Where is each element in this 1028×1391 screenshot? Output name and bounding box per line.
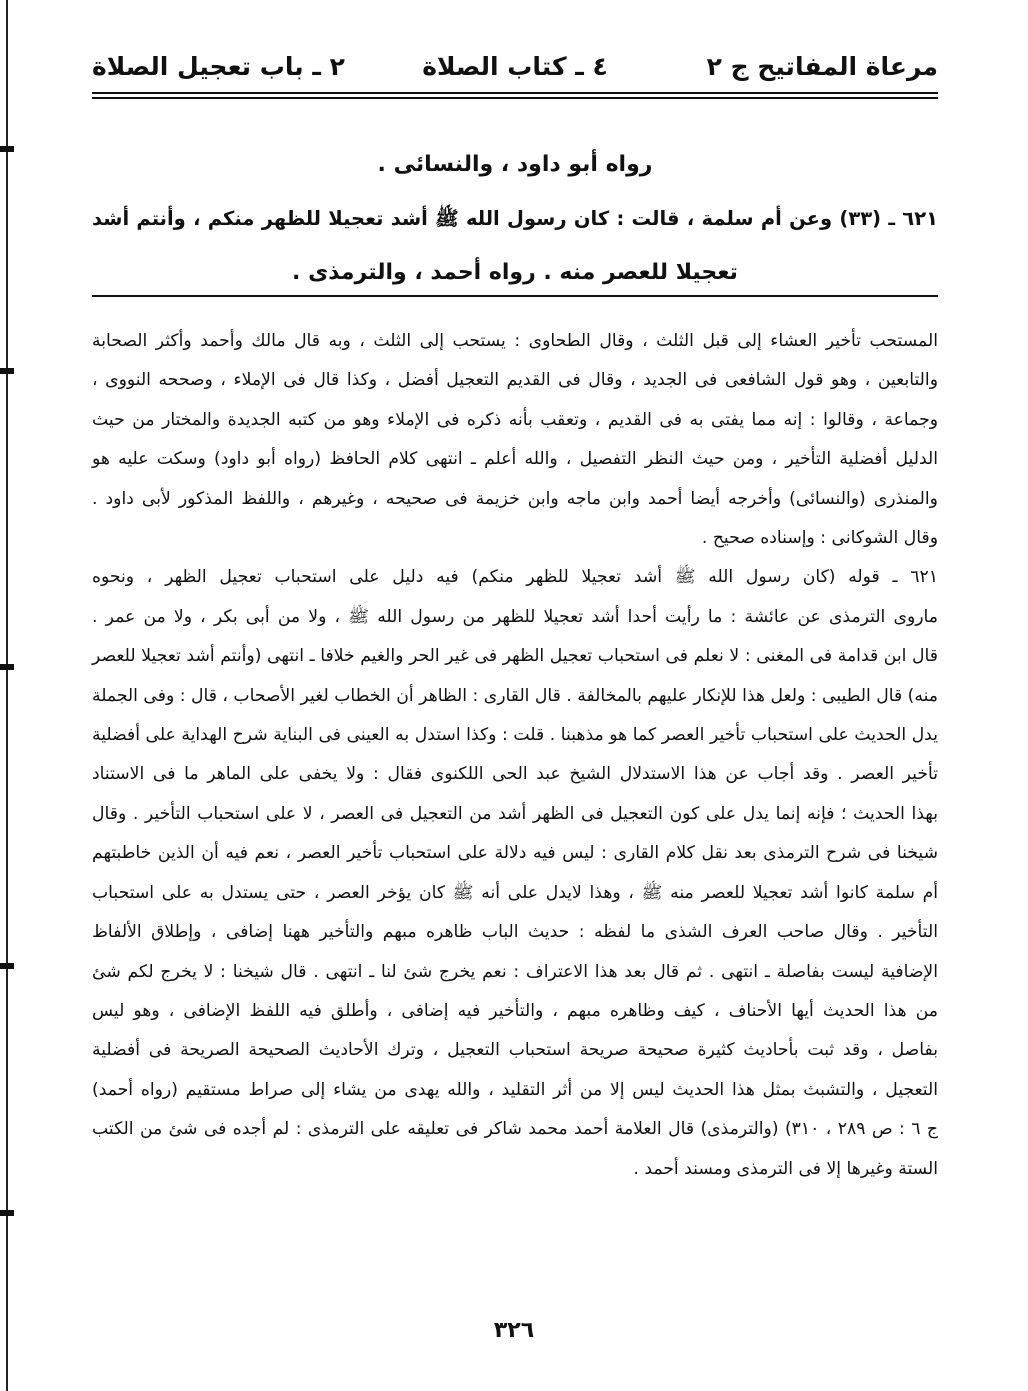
commentary-line: وجماعة ، وقالوا : إنه مما يفتى به فى القديم ، وتعقب بأنه ذكره فى الإملاء وهو من كتبه الجديدة والمختار من حيث [92, 409, 938, 430]
commentary-line: أم سلمة كانوا أشد تعجيلا للعصر منه ﷺ ، وهذا لايدل على أنه ﷺ كان يؤخر العصر ، حتى يستدل به على استحباب [92, 882, 938, 903]
commentary-line: منه) قال الطيبى : ولعل هذا للإنكار عليهم بالمخالفة . قال القارى : الظاهر أن الخطاب لغير الأصحاب ، قال : وفى الجملة [92, 685, 938, 706]
commentary [92, 322, 938, 1189]
commentary-line: الدليل أفضلية التأخير ، ومن حيث النظر التفصيل ، والله أعلم ـ انتهى كلام الحافظ (رواه أبو داود) وسكت عليه هو [92, 449, 938, 470]
commentary-line: من هذا الحديث أيها الأحناف ، كيف وظاهره مبهم ، والتأخير فيه إضافى ، وأطلق فيه اللفظ الإضافى ، وهو ليس [92, 1000, 938, 1021]
commentary-line: الإضافية ليست بفاصلة ـ انتهى . ثم قال بعد هذا الاعتراف : نعم يخرج شئ لنا ـ انتهى . قال شيخنا : لا يخرج لكم شئ [92, 961, 938, 982]
commentary-line: بفاصل ، وقد ثبت بأحاديث كثيرة صحيحة صريحة استحباب التعجيل ، وترك الأحاديث الصحيحة الصريحة فى أفضلية [92, 1040, 938, 1061]
binding-edge-line [6, 0, 8, 1391]
header-rule [92, 92, 938, 94]
commentary-line: تأخير العصر . وقد أجاب عن هذا الاستدلال الشيخ عبد الحى اللكنوى فقال : ولا يخفى على الماهر ما فى الاستناد [92, 764, 938, 785]
binding-mark [0, 146, 14, 152]
commentary-line: والتابعين ، وهو قول الشافعى فى الجديد ، وقال فى القديم التعجيل أفضل ، وكذا قال فى الإملاء ، وصححه النووى ، [92, 370, 938, 391]
commentary-line: المستحب تأخير العشاء إلى قبل الثلث ، وقال الطحاوى : يستحب إلى الثلث ، وبه قال مالك وأحمد وأكثر الصحابة [92, 331, 938, 351]
book-title: مرعاة المفاتيح ج ٢ [706, 52, 938, 81]
running-header [92, 52, 938, 94]
hadith-text [92, 138, 938, 300]
commentary-line: ماروى الترمذى عن عائشة : ما رأيت أحدا أشد تعجيلا للظهر من رسول الله ﷺ ، ولا من أبى بكر ، ولا من عمر . [92, 606, 938, 627]
binding-mark [0, 963, 14, 969]
commentary-line: الستة وغيرها إلا فى الترمذى ومسند أحمد . [633, 1158, 938, 1179]
header-rule [92, 97, 938, 99]
binding-mark [0, 1210, 14, 1216]
commentary-line: ٦٢١ ـ قوله (كان رسول الله ﷺ أشد تعجيلا للظهر منكم) فيه دليل على استحباب تعجيل الظهر ، ونحوه [92, 567, 938, 588]
commentary-line: التأخير . وقال صاحب العرف الشذى ما لفظه : حديث الباب ظاهره مبهم والتأخير ههنا إضافى ، وإطلاق الألفاظ [92, 922, 938, 943]
commentary-line: التعجيل ، والتشبث بمثل هذا الحديث ليس إلا من أثر التقليد ، والله يهدى من يشاء إلى صراط مستقيم (رواه أحمد) [92, 1079, 938, 1100]
section-title: ٢ ـ باب تعجيل الصلاة [92, 52, 345, 81]
chapter-title: ٤ ـ كتاب الصلاة [422, 52, 608, 81]
hadith-line: رواه أبو داود ، والنسائى . [377, 152, 653, 177]
commentary-line: ج ٦ : ص ٢٨٩ ، ٣١٠) (والترمذى) قال العلامة أحمد محمد شاكر فى تعليقه على الترمذى : لم أجده فى شئ من الكتب [92, 1119, 938, 1140]
commentary-line: بهذا الحديث ؛ فإنه إنما يدل على كون التعجيل فى الظهر أشد من التعجيل فى العصر ، لا على استحباب التأخير . وقال [92, 803, 938, 824]
hadith-line: ٦٢١ ـ (٣٣) وعن أم سلمة ، قالت : كان رسول الله ﷺ أشد تعجيلا للظهر منكم ، وأنتم أشد [92, 207, 939, 230]
commentary-line: قال ابن قدامة فى المغنى : لا نعلم فى استحباب تعجيل الظهر فى غير الحر والغيم خلافا ـ انتهى (وأنتم أشد تعجيلا للعصر [92, 646, 938, 667]
commentary-line: وقال الشوكانى : وإسناده صحيح . [701, 528, 938, 549]
commentary-line: والمنذرى (والنسائى) وأخرجه أيضا أحمد وابن ماجه وابن خزيمة فى صحيحه ، وغيرهم ، واللفظ المذكور لأبى داود . [92, 488, 938, 509]
commentary-line: يدل الحديث على استحباب تأخير العصر كما هو مذهبنا . قلت : وكذا استدل به العينى فى البناية شرح الهداية على أفضلية [92, 725, 938, 746]
binding-mark [0, 368, 14, 374]
binding-mark [0, 664, 14, 670]
hadith-line: تعجيلا للعصر منه . رواه أحمد ، والترمذى . [292, 260, 738, 285]
commentary-line: شيخنا فى شرح الترمذى بعد نقل كلام القارى : ليس فيه دلالة على استحباب تأخير العصر ، نعم فيه أن الذين خاطبتهم [92, 843, 938, 864]
text-divider [92, 295, 938, 297]
page-number: ٣٢٦ [493, 1318, 535, 1343]
